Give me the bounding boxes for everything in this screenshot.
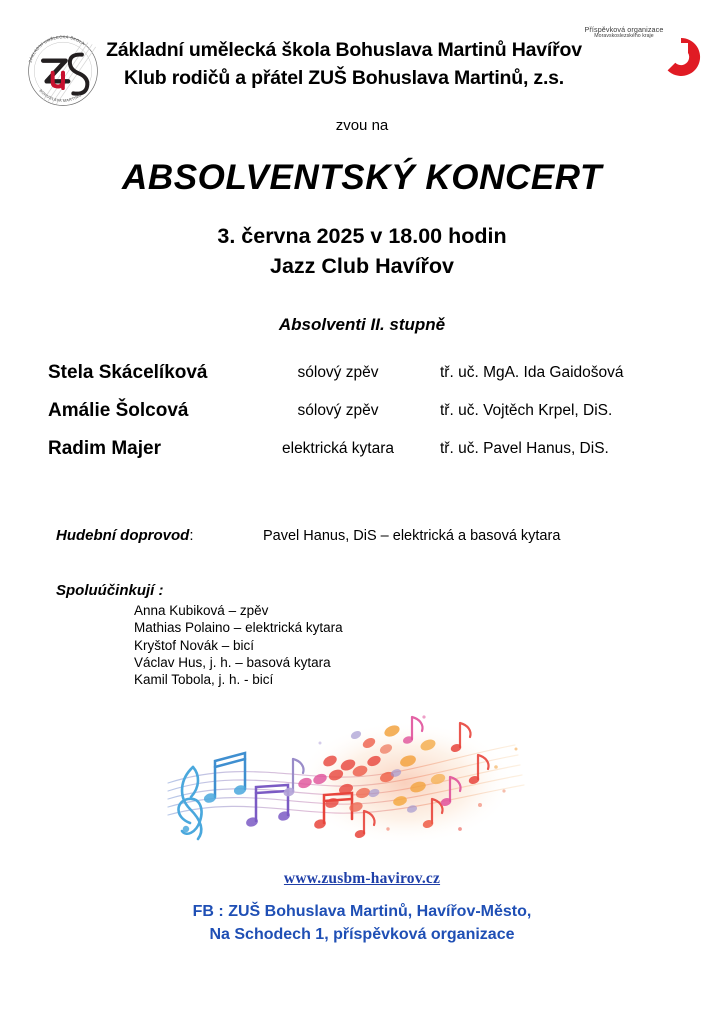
event-datetime: 3. června 2025 v 18.00 hodin	[217, 224, 507, 248]
graduate-instrument: sólový zpěv	[297, 364, 379, 381]
invite-text: zvou na	[335, 117, 389, 134]
graduate-instrument: sólový zpěv	[297, 402, 379, 419]
graduate-instrument: elektrická kytara	[282, 440, 394, 457]
moravian-silesian-region-logo	[572, 26, 702, 84]
graduate-teacher: tř. uč. MgA. Ida Gaidošová	[440, 364, 624, 381]
org-logo-line-1: Příspěvková organizace	[584, 25, 664, 34]
header-title-block	[104, 37, 584, 92]
table-row	[0, 400, 724, 438]
facebook-address-block	[0, 901, 724, 946]
event-title: ABSOLVENTSKÝ KONCERT	[121, 158, 603, 197]
guests-label: Spoluúčinkují :	[56, 582, 164, 599]
website-link[interactable]: www.zusbm-havirov.cz	[283, 870, 441, 887]
org-logo-mark-icon	[658, 34, 704, 80]
accompaniment-label-text: Hudební doprovod	[56, 527, 190, 544]
list-item: Mathias Polaino – elektrická kytara	[134, 620, 343, 636]
graduate-teacher: tř. uč. Vojtěch Krpel, DiS.	[440, 402, 613, 419]
svg-text:ZÁKLADNÍ UMĚLECKÁ ŠKOLA: ZÁKLADNÍ UMĚLECKÁ ŠKOLA	[27, 34, 86, 64]
graduate-name: Radim Majer	[48, 438, 161, 459]
graduates-heading: Absolventi II. stupně	[278, 315, 446, 334]
svg-text:BOHUSLAVA MARTINŮ: BOHUSLAVA MARTINŮ	[38, 88, 83, 104]
zus-school-seal-logo	[20, 28, 106, 114]
header-title-line-2: Klub rodičů a přátel ZUŠ Bohuslava Martinů, z.s.	[123, 66, 565, 89]
accompaniment-separator: :	[189, 527, 194, 544]
header-title-line-1: Základní umělecká škola Bohuslava Martinů Havířov	[106, 39, 582, 61]
accompaniment-value: Pavel Hanus, DiS – elektrická a basová kytara	[263, 528, 561, 544]
accompaniment-row	[0, 527, 724, 553]
guests-list	[134, 602, 343, 688]
facebook-line-2: Na Schodech 1, příspěvková organizace	[209, 925, 515, 943]
graduate-name: Amálie Šolcová	[48, 400, 189, 421]
graduates-table	[0, 362, 724, 476]
list-item: Kamil Tobola, j. h. - bicí	[134, 672, 274, 688]
accompaniment-label	[56, 527, 194, 544]
table-row	[0, 362, 724, 400]
event-details	[0, 222, 724, 281]
list-item: Anna Kubiková – zpěv	[134, 603, 269, 618]
org-logo-line-2: Moravskoslezského kraje	[594, 32, 654, 39]
graduate-teacher: tř. uč. Pavel Hanus, DiS.	[440, 440, 609, 457]
list-item: Kryštof Novák – bicí	[134, 637, 255, 653]
website-link-container	[0, 870, 724, 888]
event-venue: Jazz Club Havířov	[270, 253, 454, 278]
table-row	[0, 438, 724, 476]
graduate-name: Stela Skácelíková	[48, 362, 208, 383]
facebook-line-1: FB : ZUŠ Bohuslava Martinů, Havířov-Město,	[192, 903, 532, 920]
music-notes-watercolor-illustration	[160, 705, 580, 865]
list-item: Václav Hus, j. h. – basová kytara	[134, 654, 331, 670]
poster-header	[0, 22, 724, 112]
